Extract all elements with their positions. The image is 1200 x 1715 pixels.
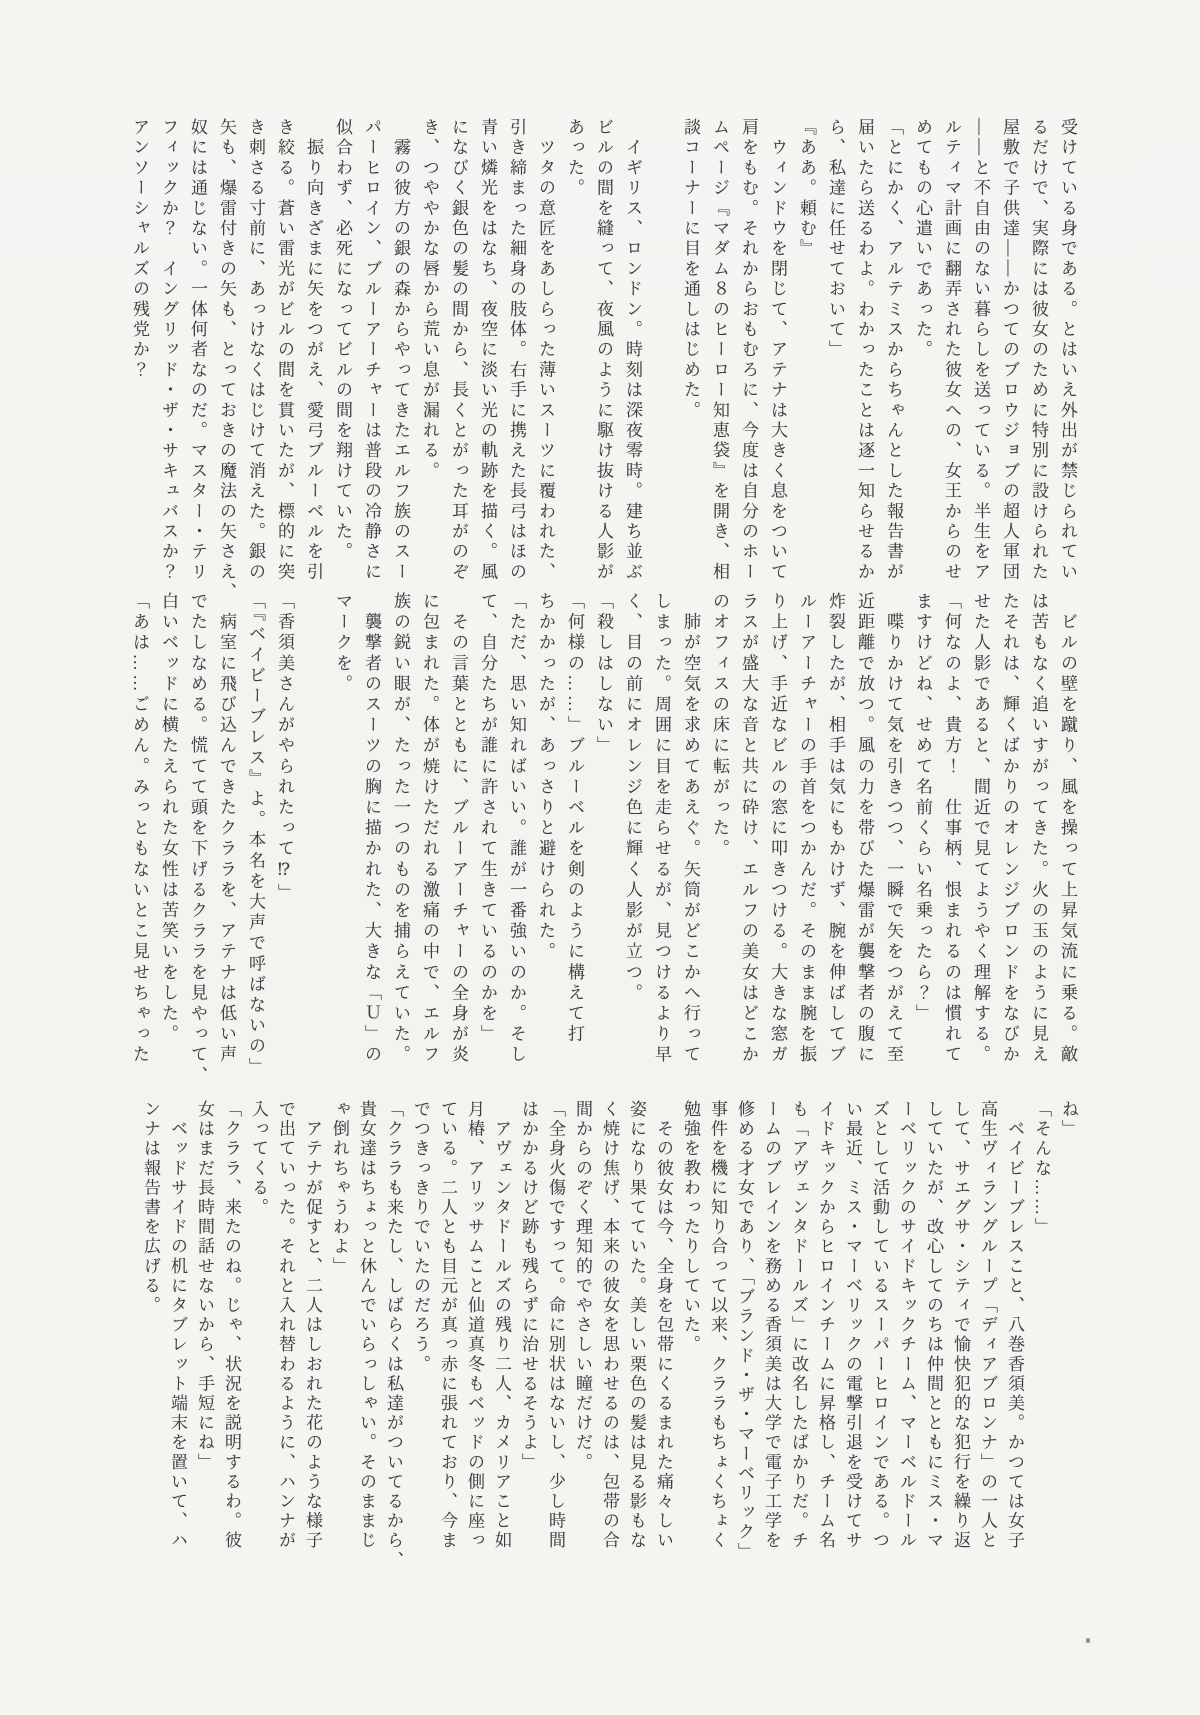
column-break — [299, 592, 328, 1080]
text-column: に包まれた。体が焼けただれる激痛の中で、エルフ — [420, 592, 439, 1066]
text-column: 似合わず、必死になってビルの間を翔けていた。 — [333, 118, 352, 563]
text-column: でたしなめる。慌てて頭を下げるクララを見やって、 — [188, 592, 207, 1087]
text-column: 間からのぞく理知的でやさしい瞳だけだ。 — [573, 1100, 592, 1473]
text-column: り上げ、手近なビルの窓に叩きつける。大きな窓ガ — [768, 592, 787, 1066]
text-column: ルーアーチャーの手首をつかんだ。そのまま腕を振 — [797, 592, 816, 1066]
text-column: て、自分たちが誰に許されて生きているのかを」 — [478, 592, 497, 1046]
scan-speck — [1086, 1638, 1090, 1643]
text-column: 襲撃者のスーツの胸に描かれた、大きな「Ｕ」の — [362, 592, 381, 1066]
text-column: 事件を機に知り合って以来、クララもちょくちょく — [708, 1100, 727, 1551]
text-column: ゃ倒れちゃうわよ」 — [330, 1100, 349, 1277]
text-column: ーベリックのサイドキックチーム、マーベルドール — [897, 1100, 916, 1551]
text-column: ウィンドウを閉じて、アテナは大きく息をついて — [768, 118, 787, 583]
text-column: 「とにかく、アルテミスからちゃんとした報告書が — [884, 118, 903, 583]
text-column: たそれは、輝くばかりのオレンジブロンドをなびか — [1000, 592, 1019, 1066]
text-column: イドキックからヒロインチームに昇格し、チーム名 — [816, 1100, 835, 1551]
text-column: 炸裂したが、相手は気にもかけず、腕を伸ばしてブ — [826, 592, 845, 1066]
text-column: 病室に飛び込んできたクララを、アテナは低い声 — [217, 592, 236, 1066]
text-column: アヴェンタドールズの残り二人、カメリアこと如 — [492, 1100, 511, 1551]
text-column: で出ていった。それと入れ替わるように、ハンナが — [276, 1100, 295, 1551]
text-column: 「あは……ごめん。みっともないとこ見せちゃった — [130, 592, 149, 1066]
text-column: ルティマ計画に翻弄された彼女への、女王からのせ — [942, 118, 961, 583]
text-column: 肺が空気を求めてあえぐ。矢筒がどこかへ行って — [681, 592, 700, 1066]
text-column: アンソーシャルズの残党か？ — [130, 118, 149, 381]
text-column: 引き締まった細身の肢体。右手に携えた長弓はほの — [507, 118, 526, 583]
text-column: 「全身火傷ですって。命に別状はないし、少し時間 — [546, 1100, 565, 1551]
text-column: 肩をもむ。それからおもむろに、今度は自分のホー — [739, 118, 758, 583]
text-block-bottom — [137, 1100, 1082, 1571]
text-column: 近距離で放つ。風の力を帯びた爆雷が襲撃者の腹に — [855, 592, 874, 1066]
text-column: い最近、ミス・マーベリックの電撃引退を受けてサ — [843, 1100, 862, 1551]
text-column: 姿になり果てていた。美しい栗色の髪は見る影もな — [627, 1100, 646, 1551]
text-column: はかかるけど跡も残らずに治せるそうよ」 — [519, 1100, 538, 1473]
text-column: 「殺しはしない」 — [594, 592, 613, 757]
text-column: 「クララも来たし、しばらくは私達がついてるから、 — [384, 1100, 403, 1571]
text-column: き絞る。蒼い雷光がビルの間を貫いたが、標的に突 — [275, 118, 294, 583]
text-column: ね」 — [1059, 1100, 1078, 1140]
text-column: く焼け焦げ、本来の彼女を思わせるのは、包帯の合 — [600, 1100, 619, 1551]
text-column: く、目の前にオレンジ色に輝く人影が立つ。 — [623, 592, 642, 1004]
text-column: めてもの心遣いであった。 — [913, 118, 932, 361]
text-column: 勉強を教わったりしていた。 — [681, 1100, 700, 1355]
text-column: ら、私達に任せておいて」 — [826, 118, 845, 361]
text-column: していたが、改心してのちは仲間とともにミス・マ — [924, 1100, 943, 1551]
text-column: 奴には通じない。一体何者なのだ。マスター・テリ — [188, 118, 207, 583]
text-column: イギリス、ロンドン。時刻は深夜零時。建ち並ぶ — [623, 118, 642, 583]
text-column: 『ああ。頼む』 — [797, 118, 816, 260]
text-column: き刺さる寸前に、あっけなくはじけて消えた。銀の — [246, 118, 265, 583]
text-column: ームのブレインを務める香須美は大学で電子工学を — [762, 1100, 781, 1551]
text-column: き、つややかな唇から荒い息が漏れる。 — [420, 118, 439, 482]
text-column: も「アヴェンタドールズ」に改名したばかりだ。チ — [789, 1100, 808, 1551]
text-column: るだけで、実際には彼女のために特別に設けられた — [1029, 118, 1048, 583]
text-block-top — [125, 118, 1082, 603]
text-column: 「クララ、来たのね。じゃ、状況を説明するわ。彼 — [222, 1100, 241, 1551]
text-column: 「『ベイビーブレス』よ。本名を大声で呼ばないの」 — [246, 592, 265, 1078]
text-column: その言葉とともに、ブルーアーチャーの全身が炎 — [449, 592, 468, 1066]
text-column: しまった。周囲に目を走らせるが、見つけるより早 — [652, 592, 671, 1066]
text-column: 霧の彼方の銀の森からやってきたエルフ族のスー — [391, 118, 410, 583]
text-column: 青い燐光をはなち、夜空に淡い光の軌跡を描く。風 — [478, 118, 497, 583]
text-column: 「香須美さんがやられたって⁉」 — [275, 592, 294, 904]
text-column: その彼女は今、全身を包帯にくるまれた痛々しい — [654, 1100, 673, 1551]
text-column: 振り向きざまに矢をつがえ、愛弓ブルーベルを引 — [304, 118, 323, 583]
text-column: 「ただ、思い知ればいい。誰が一番強いのか。そし — [507, 592, 526, 1066]
text-column: せた人影であると、間近で見てようやく理解する。 — [971, 592, 990, 1066]
text-column: 「何様の……」ブルーベルを剣のように構えて打 — [565, 592, 584, 1046]
text-column: 族の鋭い眼が、たった一つのものを捕らえていた。 — [391, 592, 410, 1066]
text-column: アテナが促すと、二人はしおれた花のような様子 — [303, 1100, 322, 1551]
text-column: になびく銀色の髪の間から、長くとがった耳がのぞ — [449, 118, 468, 583]
text-column: 高生ヴィラングループ「ディアブロンナ」の一人と — [978, 1100, 997, 1551]
text-block-middle — [125, 592, 1082, 1087]
text-column: 「何なのよ、貴方！ 仕事柄、恨まれるのは慣れて — [942, 592, 961, 1066]
column-break — [647, 118, 676, 570]
text-column: マークを。 — [333, 592, 352, 695]
text-column: 貴女達はちょっと休んでいらっしゃい。そのままじ — [357, 1100, 376, 1551]
text-column: ラスが盛大な音と共に砕け、エルフの美女はどこか — [739, 592, 758, 1066]
text-column: 矢も、爆雷付きの矢も、とっておきの魔法の矢さえ、 — [217, 118, 236, 603]
text-column: ている。二人とも目元が真っ赤に張れており、今ま — [438, 1100, 457, 1551]
text-column: ツタの意匠をあしらった薄いスーツに覆われた、 — [536, 118, 555, 583]
text-column: パーヒロイン、ブルーアーチャーは普段の冷静さに — [362, 118, 381, 583]
text-column: 受けている身である。とはいえ外出が禁じられてい — [1058, 118, 1077, 583]
text-column: ンナは報告書を広げる。 — [141, 1100, 160, 1316]
text-column: 談コーナーに目を通しはじめた。 — [681, 118, 700, 421]
text-column: 女はまだ長時間話せないから、手短にね」 — [195, 1100, 214, 1473]
text-column: ますけどね、せめて名前くらい名乗ったら？」 — [913, 592, 932, 1025]
text-column: は苦もなく追いすがってきた。火の玉のように見え — [1029, 592, 1048, 1066]
text-column: ベッドサイドの机にタブレット端末を置いて、ハ — [168, 1100, 187, 1551]
text-column: ビルの間を縫って、夜風のように駆け抜ける人影が — [594, 118, 613, 583]
text-column: ムページ『マダム８のヒーロー知恵袋』を開き、相 — [710, 118, 729, 583]
text-column: して、サエグサ・シティで愉快犯的な犯行を繰り返 — [951, 1100, 970, 1551]
text-column: でつきっきりでいたのだろう。 — [411, 1100, 430, 1375]
text-column: 月椿、アリッサムこと仙道真冬もベッドの側に座っ — [465, 1100, 484, 1551]
text-column: ズとして活動しているスーパーヒロインである。つ — [870, 1100, 889, 1551]
text-column: 届いたら送るわよ。わかったことは逐一知らせるか — [855, 118, 874, 583]
text-column: ――と不自由のない暮らしを送っている。半生をア — [971, 118, 990, 583]
text-column: フィックか？ イングリッド・ザ・サキュバスか？ — [159, 118, 178, 583]
text-column: 屋敷で子供達――かつてのブロウジョブの超人軍団 — [1000, 118, 1019, 583]
text-column: のオフィスの床に転がった。 — [710, 592, 729, 860]
text-column: ベイビーブレスこと、八巻香須美。かつては女子 — [1005, 1100, 1024, 1551]
text-column: あった。 — [565, 118, 584, 199]
text-column: 白いベッドに横たえられた女性は苦笑いをした。 — [159, 592, 178, 1046]
text-column: ビルの壁を蹴り、風を操って上昇気流に乗る。敵 — [1058, 592, 1077, 1066]
text-column: 「そんな……」 — [1032, 1100, 1051, 1238]
text-column: 喋りかけて気を引きつつ、一瞬で矢をつがえて至 — [884, 592, 903, 1066]
text-column: ちかかったが、あっさりと避けられた。 — [536, 592, 555, 963]
text-column: 入ってくる。 — [249, 1100, 268, 1218]
text-column: 修める才女であり、「ブランド・ザ・マーベリック」 — [735, 1100, 754, 1562]
